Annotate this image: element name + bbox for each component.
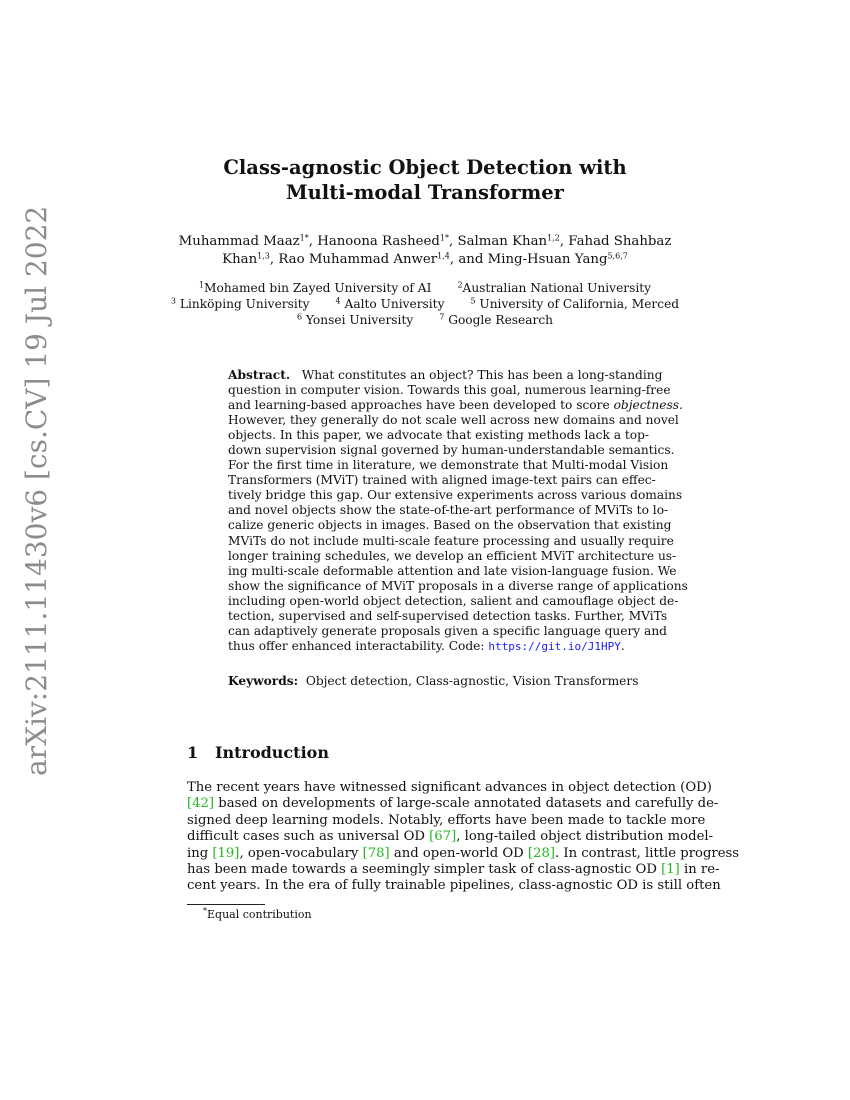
section-heading [187,743,329,762]
author-affil-mark: 1* [439,233,450,243]
affil-mark: 6 [296,312,303,322]
intro-text: based on developments of large-scale annotated datasets and carefully de- [214,796,719,812]
abstract-line: MViTs do not include multi-scale feature processing and usually require [228,533,674,548]
abstract-line: For the first time in literature, we demonstrate that Multi-modal Vision [228,458,669,473]
author-list [0,233,850,269]
citation-link[interactable]: [78] [362,845,390,861]
affiliation: Mohamed bin Zayed University of AI [204,281,432,295]
author-affil-mark: 1,4 [437,251,450,261]
section-title: Introduction [215,743,329,762]
intro-line: cent years. In the era of fully trainable pipelines, class-agnostic OD is still often [187,878,721,894]
paper-title [0,155,850,205]
affil-mark: 1 [198,280,205,290]
affiliation: Google Research [444,313,554,327]
abstract-line: question in computer vision. Towards this goal, numerous learning-free [228,383,671,398]
keywords-text: Object detection, Class-agnostic, Vision Transformers [305,674,639,688]
footnote-text: Equal contribution [207,908,312,921]
abstract-line: tively bridge this gap. Our extensive experiments across various domains [228,488,683,503]
abstract-emphasis: objectness. [613,398,683,413]
intro-text: and open-world OD [389,845,528,861]
intro-text: difficult cases such as universal OD [187,829,430,845]
citation-link[interactable]: [1] [661,861,680,877]
abstract [228,368,688,654]
citation-link[interactable]: [67] [429,829,457,845]
abstract-period: . [620,638,625,653]
footnote [203,908,312,922]
arxiv-identifier-text: arXiv:2111.11430v6 [cs.CV] 19 Jul 2022 [20,205,53,776]
affil-mark: 5 [470,296,476,306]
title-line-1: Class-agnostic Object Detection with [223,156,627,179]
footnote-rule [187,904,265,905]
author-name: , Hanoona Rasheed [308,234,440,249]
abstract-line: What constitutes an object? This has been a long-standing [301,368,663,382]
affiliation: Aalto University [340,297,445,311]
author-name: Khan [222,252,258,267]
footnote-mark: * [203,906,207,916]
affil-mark: 2 [457,280,463,290]
citation-link[interactable]: [28] [527,845,555,861]
abstract-line: can adaptively generate proposals given a specific language query and [228,623,667,638]
author-affil-mark: 1* [299,233,309,243]
affiliation: Yonsei University [302,313,414,327]
keywords-label: Keywords: [228,674,299,688]
intro-text: has been made towards a seemingly simpler task of class-agnostic OD [187,861,662,877]
intro-paragraph [187,780,740,895]
abstract-line: ing multi-scale deformable attention and late vision-language fusion. We [228,563,677,578]
affil-mark: 7 [439,312,445,322]
abstract-line: However, they generally do not scale well across new domains and novel [228,413,679,428]
intro-line: The recent years have witnessed significant advances in object detection (OD) [187,780,712,795]
abstract-label: Abstract. [228,368,291,382]
author-affil-mark: 5,6,7 [607,251,628,261]
author-name: , and Ming-Hsuan Yang [449,252,608,267]
abstract-line: thus offer enhanced interactability. Code: [228,638,485,653]
affil-mark: 4 [335,296,341,306]
abstract-line: down supervision signal governed by human-understandable semantics. [228,443,675,458]
citation-link[interactable]: [19] [212,845,240,861]
abstract-line: objects. In this paper, we advocate that existing methods lack a top- [228,428,650,443]
abstract-line: longer training schedules, we develop an efficient MViT architecture us- [228,548,677,563]
author-name: Muhammad Maaz [178,234,300,249]
abstract-line: show the significance of MViT proposals in a diverse range of applications [228,578,688,593]
intro-text: ing [187,845,213,861]
intro-text: in re- [679,861,720,877]
affiliation-list [0,280,850,328]
abstract-line: Transformers (MViT) trained with aligned image-text pairs can effec- [228,473,656,488]
intro-text: , open-vocabulary [239,845,363,861]
author-affil-mark: 1,2 [547,233,560,243]
keywords [228,674,639,689]
affiliation: Australian National University [462,281,652,295]
abstract-line: and novel objects show the state-of-the-art performance of MViTs to lo- [228,503,669,518]
abstract-line: calize generic objects in images. Based on the observation that existing [228,518,672,533]
arxiv-identifier [18,205,56,776]
abstract-line: including open-world object detection, salient and camouflage object de- [228,593,679,608]
author-name: , Fahad Shahbaz [559,234,672,249]
section-number: 1 [187,743,199,762]
title-line-2: Multi-modal Transformer [286,181,564,204]
abstract-line: and learning-based approaches have been developed to score [228,398,610,413]
abstract-line: tection, supervised and self-supervised detection tasks. Further, MViTs [228,608,668,623]
affiliation: University of California, Merced [475,297,680,311]
intro-text: . In contrast, little progress [555,845,740,861]
author-name: , Rao Muhammad Anwer [269,252,438,267]
intro-text: , long-tailed object distribution model- [456,829,714,845]
affiliation: Linköping University [176,297,310,311]
code-link[interactable]: https://git.io/J1HPY [488,639,621,653]
citation-link[interactable]: [42] [187,796,215,812]
affil-mark: 3 [170,296,176,306]
intro-line: signed deep learning models. Notably, efforts have been made to tackle more [187,812,706,828]
author-name: , Salman Khan [449,234,548,249]
author-affil-mark: 1,3 [257,251,270,261]
